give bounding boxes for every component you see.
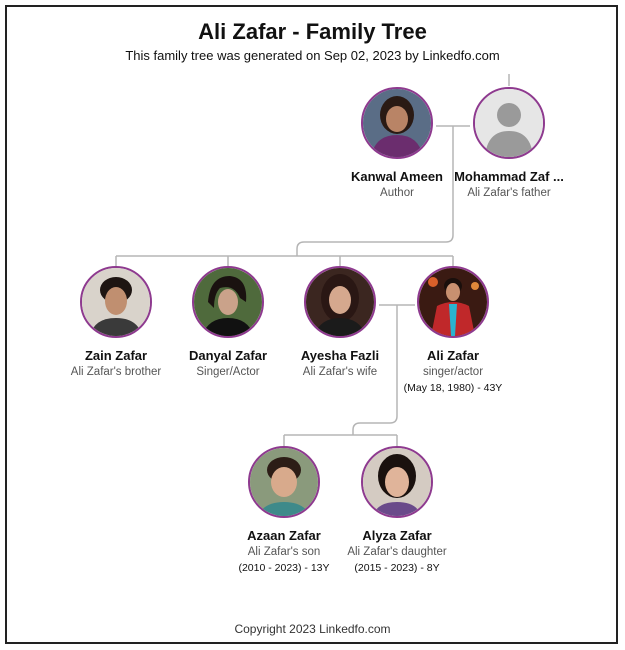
person-zain-zafar[interactable] bbox=[51, 266, 181, 378]
avatar bbox=[248, 446, 320, 518]
person-role: Ali Zafar's brother bbox=[70, 366, 162, 378]
person-dates: (2010 - 2023) - 13Y bbox=[238, 562, 330, 574]
person-role: Singer/Actor bbox=[196, 366, 260, 378]
person-kanwal-ameen[interactable] bbox=[332, 87, 462, 199]
person-ali-zafar[interactable] bbox=[388, 266, 518, 394]
avatar bbox=[192, 266, 264, 338]
person-ayesha-fazli[interactable] bbox=[275, 266, 405, 378]
avatar bbox=[80, 266, 152, 338]
person-name: Ayesha Fazli bbox=[300, 348, 380, 363]
man-photo-icon bbox=[194, 268, 262, 336]
person-role: Ali Zafar's father bbox=[467, 187, 551, 199]
page-subtitle: This family tree was generated on Sep 02, 2023 by Linkedfo.com bbox=[125, 48, 500, 63]
person-role: singer/actor bbox=[422, 366, 484, 378]
page-title: Ali Zafar - Family Tree bbox=[198, 19, 427, 44]
person-role: Author bbox=[380, 187, 414, 199]
person-dates: (May 18, 1980) - 43Y bbox=[403, 382, 503, 394]
person-name: Kanwal Ameen bbox=[351, 169, 443, 184]
copyright-footer: Copyright 2023 Linkedfo.com bbox=[234, 622, 391, 636]
avatar bbox=[304, 266, 376, 338]
person-azaan-zafar[interactable] bbox=[219, 446, 349, 574]
person-role: Ali Zafar's son bbox=[247, 546, 321, 558]
avatar bbox=[361, 87, 433, 159]
man-photo-icon bbox=[419, 268, 487, 336]
person-name: Alyza Zafar bbox=[362, 528, 432, 543]
avatar bbox=[473, 87, 545, 159]
person-dates: (2015 - 2023) - 8Y bbox=[354, 562, 440, 574]
person-danyal-zafar[interactable] bbox=[163, 266, 293, 378]
person-name: Ali Zafar bbox=[426, 348, 479, 363]
person-name: Mohammad Zaf ... bbox=[454, 169, 564, 184]
person-name: Azaan Zafar bbox=[247, 528, 321, 543]
person-role: Ali Zafar's wife bbox=[302, 366, 378, 378]
woman-photo-icon bbox=[306, 268, 374, 336]
child-photo-icon bbox=[250, 448, 318, 516]
person-name: Danyal Zafar bbox=[188, 348, 268, 363]
man-photo-icon bbox=[82, 268, 150, 336]
person-alyza-zafar[interactable] bbox=[332, 446, 462, 574]
woman-photo-icon bbox=[363, 89, 431, 157]
person-name: Zain Zafar bbox=[84, 348, 148, 363]
child-photo-icon bbox=[363, 448, 431, 516]
avatar bbox=[361, 446, 433, 518]
person-mohammad-zafar[interactable] bbox=[444, 87, 574, 199]
avatar bbox=[417, 266, 489, 338]
silhouette-icon bbox=[475, 89, 543, 157]
person-role: Ali Zafar's daughter bbox=[347, 546, 447, 558]
